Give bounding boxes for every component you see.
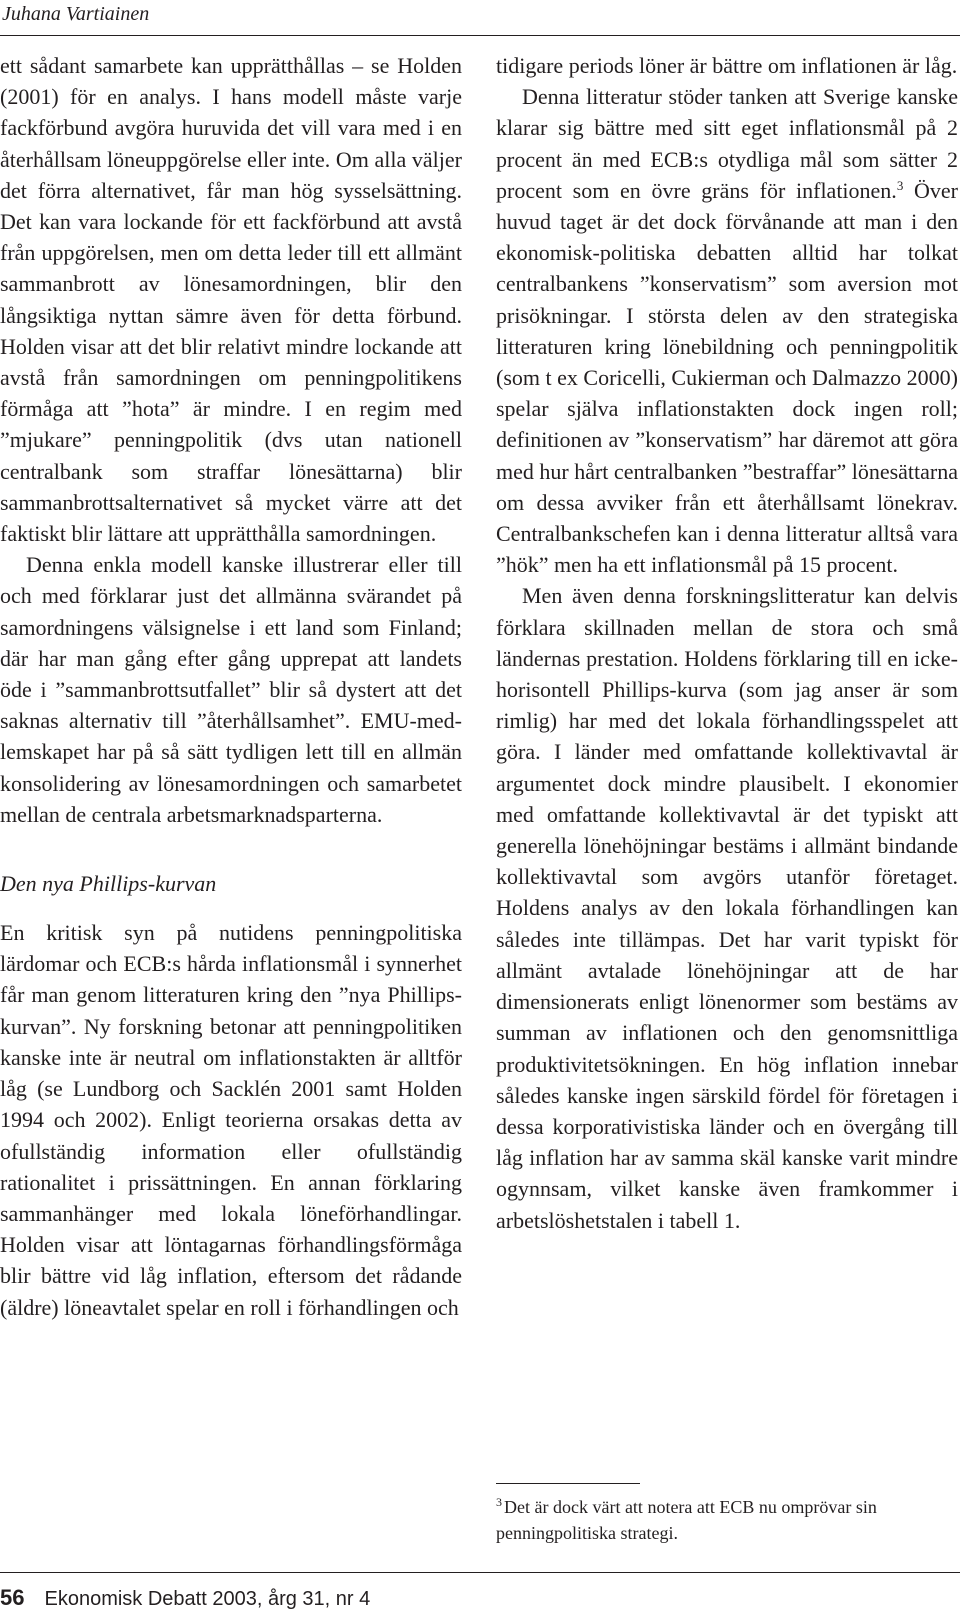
footnote	[496, 1494, 960, 1546]
footnote-divider	[496, 1483, 640, 1484]
right-paragraph-3: Men även denna forskningslitteratur kan delvis förklara skillnaden mellan de stora och små ländernas prestation. Holdens förklaring till en icke-horisontell Phillips-kurva (som jag anser är som rimlig) har med det lokala förhandlingsspelet att göra. I länder med omfattande kollektivavtal är argumentet dock mindre plausibelt. I ekonomier med omfattande kollektivavtal är det typiskt att generella lönehöjningar bestäms i allmänt bindande kollektivavtal som avgörs utanför företaget. Holdens analys av den lokala förhandlingen kan således inte tillämpas. Det har varit typiskt för allmänt avtalade lönehöjningar att de har dimensionerats enligt lönenormer som bestäms av summan av inflationen och den genomsnittliga produktivitetsökningen. En hög inflation innebar således kanske ingen särskild fördel för företagen i dessa korporativistiska länder och en övergång till låg inflation har av samma skäl kanske varit mindre ogynnsam, vilket kanske även framkommer i arbetslöshetstalen i tabell 1.	[496, 583, 958, 1233]
footnote-text: Det är dock värt att notera att ECB nu omprövar sin penningpolitiska strategi.	[496, 1497, 877, 1543]
right-paragraph-2-text-a: Denna litteratur stöder tanken att Sverige kanske klarar sig bättre med sitt eget inflationsmål på 2 procent än med ECB:s otydliga mål som sätter 2 procent som en övre gräns för inflationen.	[496, 84, 958, 203]
left-column	[0, 50, 462, 1323]
left-paragraph-2: Denna enkla modell kanske illustrerar eller till och med förklarar just det allmänna svärandet på samordningens välsignelse i ett land som Finland; där har man gång efter gång upprepat att landets öde i ”sammanbrottsutfallet” blir så dystert att det saknas alternativ till ”återhållsamhet”. EMU-medlemskapet har på så sätt tydligen lett till en allmän konsolidering av lönesamordningen och samarbetet mellan de centrala arbetsmarknadsparterna.	[0, 552, 462, 827]
page-number: 56	[0, 1585, 25, 1610]
left-paragraph-3: En kritisk syn på nutidens penningpolitiska lärdomar och ECB:s hårda inflationsmål i synnerhet får man genom litteraturen kring den ”nya Phillips-kurvan”. Ny forskning betonar att penningpolitiken kanske inte är neutral om inflationstakten är alltför låg (se Lundborg och Sacklén 2001 samt Holden 1994 och 2002). Enligt teorierna orsakas detta av ofullständig information eller ofullständig rationalitet i prissättningen. En annan förklaring sammanhänger med lokala löneförhandlingar. Holden visar att löntagarnas förhandlingsförmåga blir bättre vid låg inflation, eftersom det rådande (äldre) löneavtalet spelar en roll i förhandlingen och	[0, 920, 462, 1320]
footnote-reference[interactable]: 3	[896, 177, 904, 193]
right-paragraph-2-text-b: Över huvud taget är det dock förvånande att man i den ekonomisk-politiska debatten alltid har tolkat centralbankens ”konservatism” som aversion mot prisökningar. I största delen av den strategiska litteraturen kring lönebildning och penningpolitik (som t ex Coricelli, Cukierman och Dalmazzo 2000) spelar själva inflationstakten dock ingen roll; definitionen av ”konservatism” har däremot att göra med hur hårt centralbanken ”bestraffar” lönesättarna om dessa avviker från ett återhållsamt lönekrav. Centralbankschefen kan i denna litteratur alltså vara ”hök” men ha ett inflationsmål på 15 procent.	[496, 177, 958, 578]
author-name: Juhana Vartiainen	[2, 3, 150, 25]
right-paragraph-2	[496, 81, 958, 580]
right-column	[496, 50, 958, 1236]
page-footer	[0, 1580, 370, 1616]
section-subheading: Den nya Phillips-kurvan	[0, 871, 217, 897]
right-paragraph-1: tidigare periods löner är bättre om inflationen är låg.	[496, 53, 958, 78]
footer-divider	[0, 1572, 960, 1573]
footnote-marker: 3	[496, 1495, 502, 1509]
left-paragraph-1: ett sådant samarbete kan upprätthållas – se Holden (2001) för en analys. I hans modell måste varje fackförbund avgöra huruvida det vill vara med i en återhållsam löneuppgörelse eller inte. Om alla väljer det förra alternativet, får man hög sysselsättning. Det kan vara lockande för ett fackförbund att avstå från uppgörelsen, men om detta leder till ett allmänt sammanbrott av lönesamordningen, blir den långsiktiga nyttan sämre även för detta förbund. Holden visar att det blir relativt mindre lockande att avstå från samordningen om penningpolitikens förmåga att ”hota” är mindre. I en regim med ”mjukare” penningpolitik (dvs utan nationell centralbank som straffar lönesättarna) blir sammanbrottsalternativet så mycket värre att det faktiskt blir lättare att upprätthålla samordningen.	[0, 53, 462, 547]
running-head	[0, 0, 960, 36]
journal-citation: Ekonomisk Debatt 2003, årg 31, nr 4	[44, 1588, 371, 1610]
